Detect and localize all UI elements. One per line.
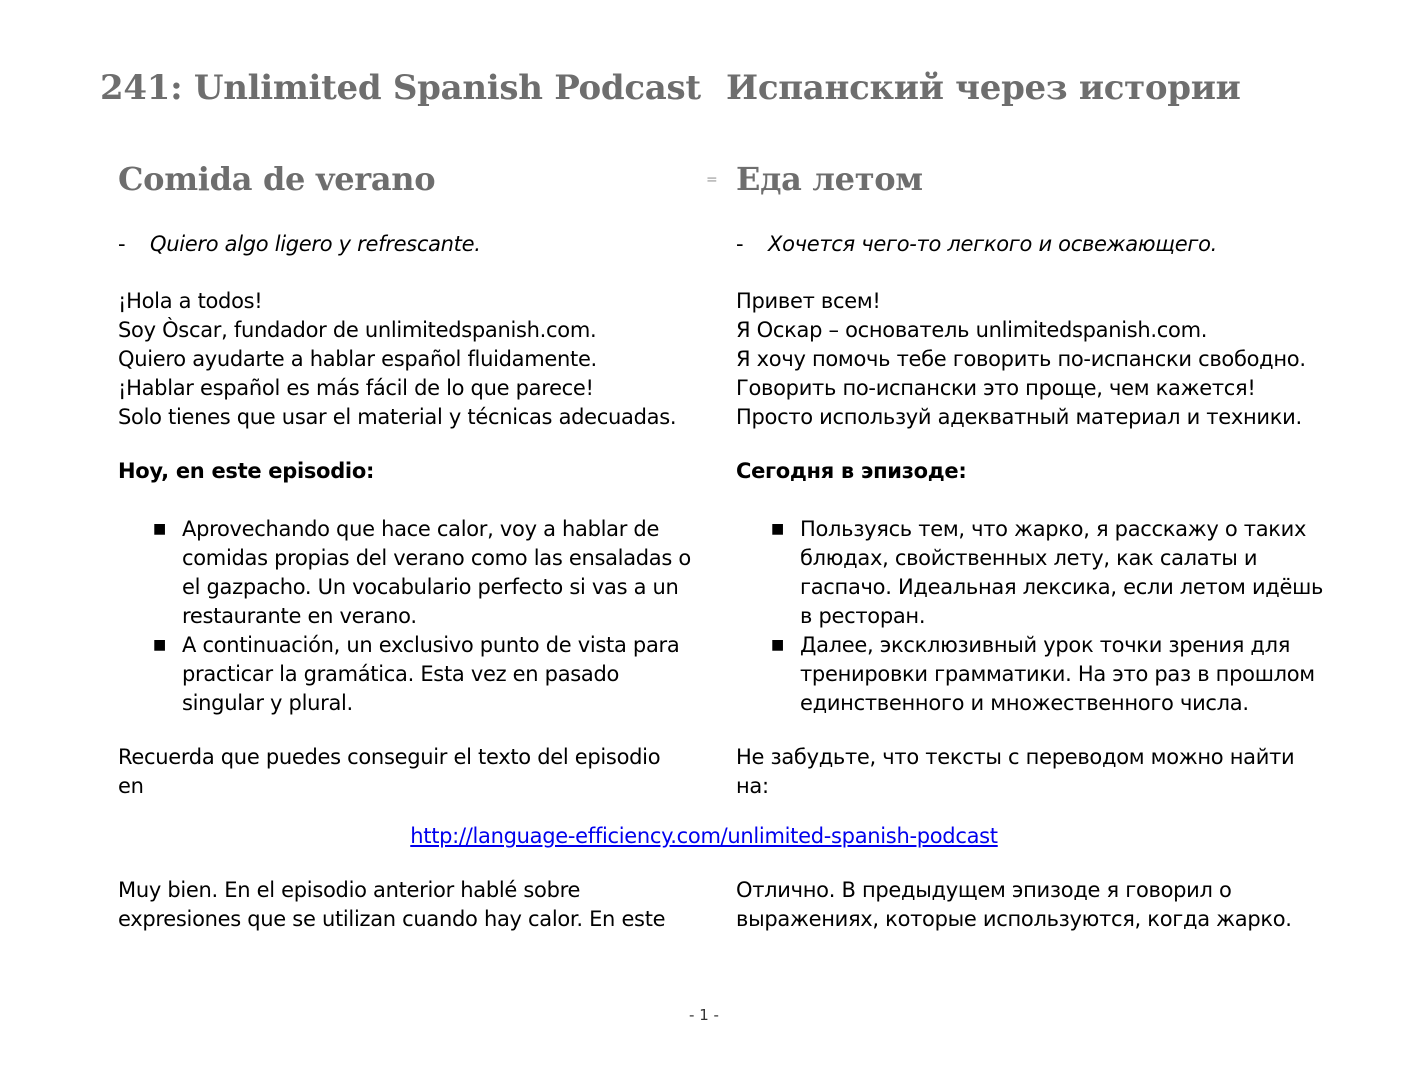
bullet-square-icon: ■ <box>771 637 784 653</box>
es-bullet-item: ■ A continuación, un exclusivo punto de vista para practicar la gramática. Esta vez en pasado singular y plural. <box>153 633 680 715</box>
ru-episode-heading: Еда летом <box>736 160 923 198</box>
es-closing: Muy bien. En el episodio anterior hablé sobre expresiones que se utilizan cuando hay calor. En este <box>118 878 666 931</box>
podcast-link[interactable]: http://language-efficiency.com/unlimited-spanish-podcast <box>410 824 998 848</box>
ru-column <box>736 230 1376 801</box>
ru-intro-line: Я Оскар – основатель unlimitedspanish.com. <box>736 318 1208 342</box>
ru-intro <box>736 287 1376 432</box>
es-today-label: Hoy, en este episodio: <box>118 459 375 483</box>
ru-intro-line: Просто используй адекватный материал и техники. <box>736 405 1302 429</box>
es-remember: Recuerda que puedes conseguir el texto del episodio en <box>118 745 661 798</box>
heading-separator: = <box>706 172 718 188</box>
es-intro-line: Quiero ayudarte a hablar español fluidamente. <box>118 347 597 371</box>
ru-quote: - Хочется чего-то легкого и освежающего. <box>736 232 1217 256</box>
ru-bullet-item: ■ Далее, эксклюзивный урок точки зрения для тренировки грамматики. На это раз в прошлом единственного и множественного числа. <box>771 633 1315 715</box>
ru-today-label: Сегодня в эпизоде: <box>736 459 967 483</box>
es-bullet-item: ■ Aprovechando que hace calor, voy a hablar de comidas propias del verano como las ensaladas o el gazpacho. Un vocabulario perfecto si vas a un restaurante en verano. <box>153 517 691 628</box>
ru-intro-line: Привет всем! <box>736 289 881 313</box>
es-bullet-list <box>118 515 718 718</box>
ru-bullet-list <box>736 515 1376 718</box>
es-intro-line: ¡Hablar español es más fácil de lo que parece! <box>118 376 594 400</box>
page-number: - 1 - <box>689 1006 719 1024</box>
ru-remember: Не забудьте, что тексты с переводом можно найти на: <box>736 745 1295 798</box>
es-episode-heading: Comida de verano <box>118 160 436 198</box>
es-intro-line: Solo tienes que usar el material y técnicas adecuadas. <box>118 405 677 429</box>
podcast-title: 241: Unlimited Spanish Podcast <box>100 68 701 108</box>
es-intro-line: Soy Òscar, fundador de unlimitedspanish.com. <box>118 318 597 342</box>
bullet-square-icon: ■ <box>153 521 166 537</box>
ru-closing: Отлично. В предыдущем эпизоде я говорил о выражениях, которые используются, когда жарко. <box>736 878 1292 931</box>
es-quote: - Quiero algo ligero y refrescante. <box>118 232 481 256</box>
ru-intro-line: Говорить по-испански это проще, чем кажется! <box>736 376 1256 400</box>
bullet-square-icon: ■ <box>153 637 166 653</box>
es-column <box>118 230 718 801</box>
es-intro-line: ¡Hola a todos! <box>118 289 263 313</box>
russian-title: Испанский через истории <box>726 68 1241 108</box>
link-row <box>0 822 1408 851</box>
bullet-square-icon: ■ <box>771 521 784 537</box>
ru-bullet-item: ■ Пользуясь тем, что жарко, я расскажу о таких блюдах, свойственных лету, как салаты и гаспачо. Идеальная лексика, если летом идёшь в ресторан. <box>771 517 1324 628</box>
ru-intro-line: Я хочу помочь тебе говорить по-испански свободно. <box>736 347 1306 371</box>
es-intro <box>118 287 718 432</box>
